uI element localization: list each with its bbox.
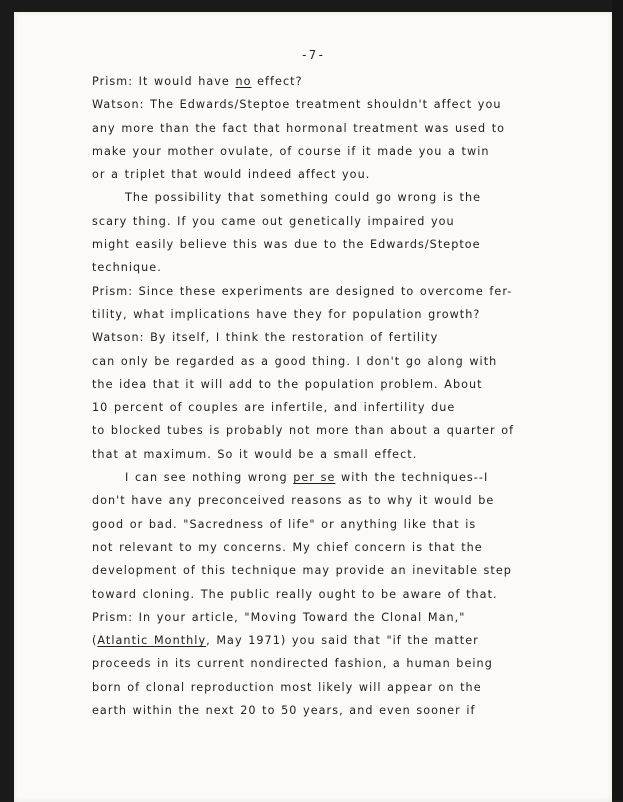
text-segment: not relevant to my concerns. My chief concern is that the: [92, 540, 483, 554]
text-line: [92, 443, 542, 466]
text-segment: proceeds in its current nondirected fashion, a human being: [92, 657, 493, 671]
text-segment: can only be regarded as a good thing. I don't go along with: [92, 354, 498, 368]
text-segment: earth within the next 20 to 50 years, and even sooner if: [92, 704, 476, 718]
scan-edge: [612, 0, 623, 800]
text-segment: tility, what implications have they for population growth?: [92, 307, 481, 321]
text-segment: , May 1971) you said that "if the matter: [206, 634, 479, 648]
text-line: [92, 559, 542, 582]
text-segment: any more than the fact that hormonal treatment was used to: [92, 121, 506, 135]
text-line: [92, 93, 542, 116]
text-segment: make your mother ovulate, of course if it made you a twin: [92, 144, 490, 158]
text-line: [92, 280, 542, 303]
text-line: [92, 583, 542, 606]
text-line: [92, 466, 542, 489]
underlined-text: Atlantic Monthly: [97, 634, 207, 648]
text-segment: Prism: It would have: [92, 75, 236, 88]
text-line: [92, 350, 542, 373]
page-number: -7-: [300, 48, 326, 62]
text-segment: don't have any preconceived reasons as to why it would be: [92, 494, 495, 508]
text-line: [92, 117, 542, 140]
text-segment: the idea that it will add to the population problem. About: [92, 377, 483, 391]
text-line: [92, 373, 542, 396]
text-segment: born of clonal reproduction most likely will appear on the: [92, 680, 482, 694]
text-segment: or a triplet that would indeed affect you.: [92, 168, 371, 182]
text-segment: toward cloning. The public really ought to be aware of that.: [92, 587, 498, 601]
text-segment: with the techniques--I: [335, 471, 489, 485]
text-segment: might easily believe this was due to the Edwards/Steptoe: [92, 238, 481, 252]
text-segment: 10 percent of couples are infertile, and infertility due: [92, 401, 456, 415]
text-line: [92, 652, 542, 675]
text-segment: Prism: In your article, "Moving Toward the Clonal Man,": [92, 610, 466, 624]
text-line: [92, 606, 542, 629]
text-segment: Watson: By itself, I think the restoration of fertility: [92, 331, 439, 345]
text-segment: Watson: The Edwards/Steptoe treatment shouldn't affect you: [92, 98, 502, 112]
text-line: [92, 396, 542, 419]
text-line: [92, 233, 542, 256]
text-segment: I can see nothing wrong: [125, 471, 294, 485]
text-line: [92, 629, 542, 652]
text-segment: Prism: Since these experiments are designed to overcome fer-: [92, 284, 513, 298]
text-line: [92, 163, 542, 186]
text-line: [92, 513, 542, 536]
underlined-text: no: [235, 75, 252, 88]
text-segment: that at maximum. So it would be a small effect.: [92, 447, 418, 461]
text-line: [92, 699, 542, 722]
text-segment: effect?: [251, 75, 303, 88]
text-line: [92, 210, 542, 233]
document-page: [14, 12, 612, 802]
text-line: [92, 140, 542, 163]
text-line: [92, 676, 542, 699]
text-line: [92, 489, 542, 512]
text-segment: development of this technique may provide an inevitable step: [92, 564, 512, 578]
text-line: [92, 326, 542, 349]
text-line: [92, 256, 542, 279]
body-text: [92, 70, 542, 722]
text-segment: The possibility that something could go wrong is the: [125, 191, 482, 205]
text-segment: scary thing. If you came out genetically impaired you: [92, 214, 455, 228]
text-line: [92, 419, 542, 442]
text-line: [92, 536, 542, 559]
text-segment: good or bad. "Sacredness of life" or anything like that is: [92, 517, 477, 531]
text-line: [92, 70, 542, 93]
text-line: [92, 303, 542, 326]
text-segment: technique.: [92, 261, 162, 275]
underlined-text: per se: [293, 471, 336, 485]
text-segment: (: [92, 634, 98, 648]
text-line: [92, 186, 542, 209]
text-segment: to blocked tubes is probably not more than about a quarter of: [92, 424, 515, 438]
